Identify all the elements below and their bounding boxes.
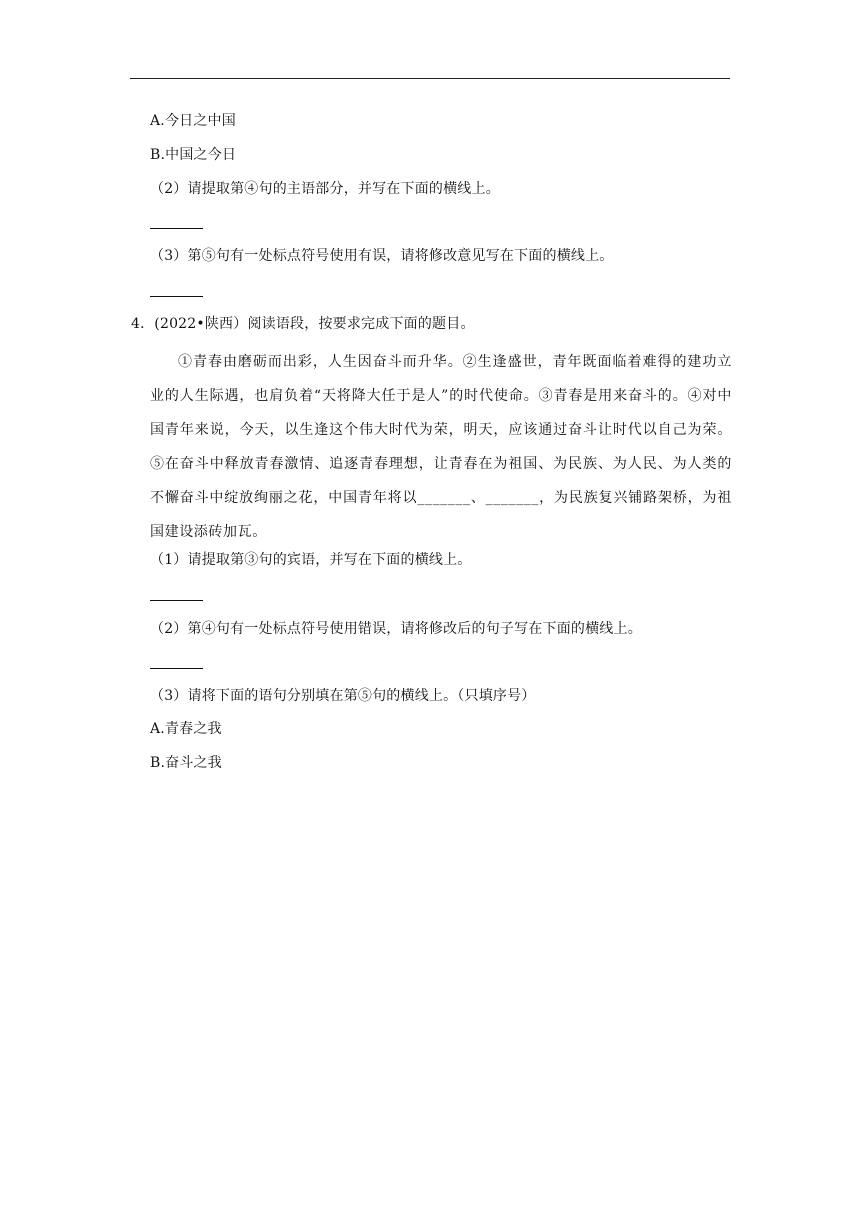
q3-answer-line-2[interactable]: [150, 228, 203, 229]
q4-subquestion-1: （1）请提取第③句的宾语，并写在下面的横线上。: [150, 552, 472, 568]
q4-option-a: A.青春之我: [150, 721, 222, 737]
header-rule: [130, 78, 730, 79]
q3-answer-line-3[interactable]: [150, 296, 203, 297]
q3-subquestion-2: （2）请提取第④句的主语部分，并写在下面的横线上。: [150, 181, 500, 197]
q4-subquestion-2: （2）第④句有一处标点符号使用错误，请将修改后的句子写在下面的横线上。: [150, 621, 642, 637]
q4-passage: ①青春由磨砺而出彩，人生因奋斗而升华。②生逢盛世，青年既面临着难得的建功立业的人生际遇，也肩负着“天将降大任于是人”的时代使命。③青春是用来奋斗的。④对中国青年来说，今天，以生逢这个伟大时代为荣，明天，应该通过奋斗让时代以自己为荣。⑤在奋斗中释放青春激情、追逐青春理想，让青春在为祖国、为民族、为人民、为人类的不懈奋斗中绽放绚丽之花，中国青年将以_______、_______，为民族复兴铺路架桥，为祖国建设添砖加瓦。: [150, 354, 732, 540]
q3-option-a: A.今日之中国: [150, 113, 236, 129]
q3-option-b: B.中国之今日: [150, 147, 237, 163]
q4-heading: 4．(2022•陕西）阅读语段，按要求完成下面的题目。: [131, 316, 475, 332]
q4-answer-line-1[interactable]: [150, 600, 203, 601]
q4-option-b: B.奋斗之我: [150, 755, 222, 771]
q4-subquestion-3: （3）请将下面的语句分别填在第⑤句的横线上。（只填序号）: [150, 688, 536, 704]
q3-subquestion-3: （3）第⑤句有一处标点符号使用有误，请将修改意见写在下面的横线上。: [150, 248, 614, 264]
q4-answer-line-2[interactable]: [150, 668, 203, 669]
